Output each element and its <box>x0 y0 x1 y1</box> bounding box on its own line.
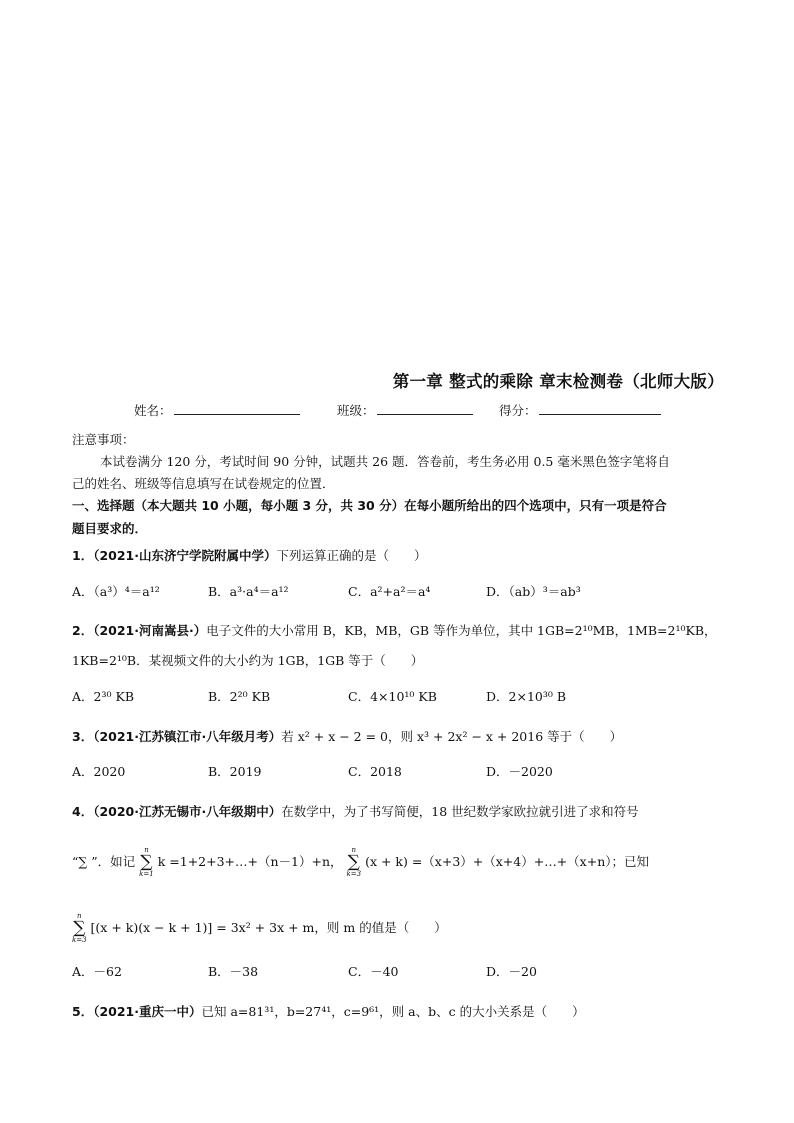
class-label: 班级： <box>337 403 375 418</box>
q2-stem-1: 电子文件的大小常用 B，KB，MB，GB 等作为单位，其中 1GB=2¹⁰MB，1MB=2¹⁰KB， <box>206 623 717 638</box>
q4-stem-3-text: [(x + k)(x − k + 1)] = 3x² + 3x + m，则 m 的值是（ ） <box>90 920 447 935</box>
q4-stem-2c: (x + k) =（x+3）+（x+4）+…+（x+n）；已知 <box>365 854 650 869</box>
q5-number: 5． <box>72 1004 94 1019</box>
q3-stem: 若 x² + x − 2 = 0，则 x³ + 2x² − x + 2016 等于（ ） <box>281 729 623 744</box>
q4-option-c[interactable]: C．－40 <box>348 964 399 979</box>
q1-source: （2021·山东济宁学院附属中学） <box>93 548 277 563</box>
section-heading-1: 一、选择题（本大题共 10 小题，每小题 3 分，共 30 分）在每小题所给出的四个选项中，只有一项是符合 <box>72 498 667 513</box>
q5-stem: 已知 a=81³¹，b=27⁴¹，c=9⁶¹，则 a、b、c 的大小关系是（ ） <box>201 1004 585 1019</box>
q2-option-a[interactable]: A．2³⁰ KB <box>72 689 134 704</box>
question-5 <box>72 1001 585 1023</box>
q3-source: （2021·江苏镇江市·八年级月考） <box>93 729 282 744</box>
sigma-icon: ∑ <box>73 918 86 938</box>
q4-option-b[interactable]: B．－38 <box>208 964 259 979</box>
q4-option-d[interactable]: D．－20 <box>486 964 537 979</box>
question-3 <box>72 726 622 748</box>
q4-stem-1: 在数学中，为了书写简便，18 世纪数学家欧拉就引进了求和符号 <box>281 804 639 819</box>
q3-number: 3． <box>72 729 94 744</box>
sum-upper-limit: n <box>144 846 149 854</box>
class-blank[interactable] <box>377 402 473 415</box>
name-blank[interactable] <box>174 402 300 415</box>
sum-lower-limit: k=3 <box>346 870 362 878</box>
q2-stem-2: 1KB=2¹⁰B．某视频文件的大小约为 1GB，1GB 等于（ ） <box>72 653 424 668</box>
q4-stem-3 <box>72 912 447 945</box>
score-blank[interactable] <box>539 402 661 415</box>
sum-lower-limit: k=1 <box>139 870 154 878</box>
q1-option-c[interactable]: C．a²+a²＝a⁴ <box>348 584 431 599</box>
q1-option-a[interactable]: A．（a³）⁴＝a¹² <box>72 584 160 599</box>
notice-heading: 注意事项： <box>72 432 135 447</box>
summation-symbol-2 <box>347 846 362 879</box>
sum-upper-limit: n <box>351 846 357 854</box>
q1-number: 1． <box>72 548 94 563</box>
q4-stem-2a: “∑ ”．如记 <box>72 854 136 869</box>
q2-option-d[interactable]: D．2×10³⁰ B <box>486 689 567 704</box>
name-label: 姓名： <box>134 403 172 418</box>
q3-option-a[interactable]: A．2020 <box>72 764 126 779</box>
q2-number: 2． <box>72 623 94 638</box>
question-1 <box>72 545 427 567</box>
score-field <box>499 401 661 419</box>
summation-symbol-3 <box>72 912 87 945</box>
sigma-icon: ∑ <box>347 852 360 872</box>
sum-lower-limit: k=3 <box>72 936 87 944</box>
q3-option-b[interactable]: B．2019 <box>208 764 262 779</box>
notice-line-1: 本试卷满分 120 分，考试时间 90 分钟，试题共 26 题．答卷前，考生务必用 0.5 毫米黑色签字笔将自 <box>100 454 670 469</box>
q1-stem: 下列运算正确的是（ ） <box>276 548 427 563</box>
sum-upper-limit: n <box>77 912 82 920</box>
sigma-icon: ∑ <box>140 852 153 872</box>
name-field <box>134 401 300 419</box>
exam-title: 第一章 整式的乘除 章末检测卷（北师大版） <box>392 372 724 391</box>
q4-stem-2 <box>72 846 649 879</box>
q1-option-b[interactable]: B．a³·a⁴＝a¹² <box>208 584 289 599</box>
q5-source: （2021·重庆一中） <box>93 1004 202 1019</box>
q2-option-c[interactable]: C．4×10¹⁰ KB <box>348 689 437 704</box>
q2-source: （2021·河南嵩县·） <box>93 623 207 638</box>
q2-option-b[interactable]: B．2²⁰ KB <box>208 689 271 704</box>
q4-number: 4． <box>72 804 94 819</box>
question-2 <box>72 620 717 642</box>
class-field <box>337 401 473 419</box>
question-4 <box>72 801 639 823</box>
q4-option-a[interactable]: A．－62 <box>72 964 122 979</box>
section-heading-2: 题目要求的． <box>72 521 148 536</box>
summation-symbol-1 <box>139 846 154 879</box>
q4-source: （2020·江苏无锡市·八年级期中） <box>93 804 282 819</box>
q4-stem-2b: k =1+2+3+…+（n－1）+n， <box>157 854 343 869</box>
notice-line-2: 己的姓名、班级等信息填写在试卷规定的位置． <box>72 476 335 491</box>
q3-option-c[interactable]: C．2018 <box>348 764 402 779</box>
score-label: 得分： <box>499 403 537 418</box>
q3-option-d[interactable]: D．－2020 <box>486 764 553 779</box>
q1-option-d[interactable]: D．（ab）³＝ab³ <box>486 584 581 599</box>
